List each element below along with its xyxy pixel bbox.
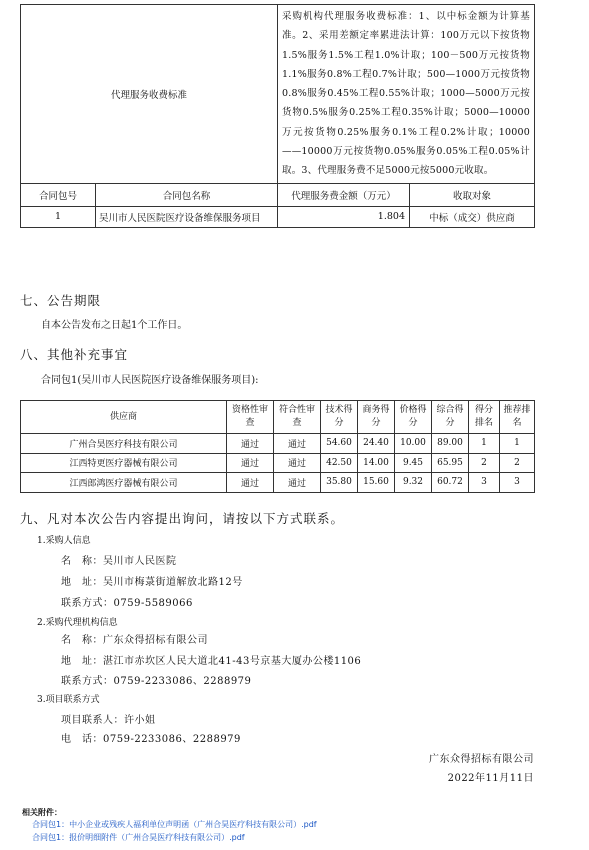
table-row [21,453,535,473]
header-package-name: 合同包名称 [96,183,278,206]
cell-total-score: 60.72 [432,473,469,493]
score-table-header [21,401,535,434]
cell-recommend-rank: 1 [500,434,535,454]
header-conformity: 符合性审查 [274,401,321,434]
cell-qualification: 通过 [227,473,274,493]
cell-qualification: 通过 [227,453,274,473]
table-row [21,434,535,454]
agency-fee-table [20,4,535,228]
table-row [21,473,535,493]
header-price-score: 价格得分 [395,401,432,434]
section8-package-line: 合同包1(吴川市人民医院医疗设备维保服务项目): [41,375,259,386]
header-business-score: 商务得分 [358,401,395,434]
purchaser-address: 地 址：吴川市梅菉街道解放北路12号 [61,577,243,588]
cell-conformity: 通过 [274,453,321,473]
agency-name: 名 称：广东众得招标有限公司 [61,635,208,646]
cell-score-rank: 3 [469,473,500,493]
purchaser-heading: 1.采购人信息 [37,536,91,546]
cell-fee-amount: 1.804 [278,206,410,227]
cell-business-score: 24.40 [358,434,395,454]
project-heading: 3.项目联系方式 [37,695,100,705]
section9-title: 九、凡对本次公告内容提出询问，请按以下方式联系。 [20,511,345,526]
fee-standard-label: 代理服务收费标准 [21,5,278,184]
cell-qualification: 通过 [227,434,274,454]
cell-recommend-rank: 3 [500,473,535,493]
attachments-title: 相关附件： [22,808,62,817]
header-total-score: 综合得分 [432,401,469,434]
header-score-rank: 得分排名 [469,401,500,434]
header-fee-amount: 代理服务费金额（万元） [278,183,410,206]
signature-org: 广东众得招标有限公司 [429,754,534,765]
section8-title: 八、其他补充事宜 [20,347,129,362]
cell-tech-score: 35.80 [321,473,358,493]
cell-tech-score: 42.50 [321,453,358,473]
agency-contact: 联系方式：0759-2233086、2288979 [61,676,252,687]
project-phone: 电 话：0759-2233086、2288979 [61,734,241,745]
cell-recommend-rank: 2 [500,453,535,473]
attachment-link-statement[interactable]: 合同包1：中小企业或残疾人福利单位声明函（广州合昊医疗科技有限公司）.pdf [32,820,317,829]
cell-total-score: 89.00 [432,434,469,454]
header-qualification: 资格性审查 [227,401,274,434]
agency-heading: 2.采购代理机构信息 [37,618,118,628]
cell-package-name: 吴川市人民医院医疗设备维保服务项目 [96,206,278,227]
cell-total-score: 65.95 [432,453,469,473]
cell-supplier: 江西特更医疗器械有限公司 [21,453,227,473]
cell-supplier: 江西郎鸿医疗器械有限公司 [21,473,227,493]
purchaser-name: 名 称：吴川市人民医院 [61,556,177,567]
header-tech-score: 技术得分 [321,401,358,434]
cell-conformity: 通过 [274,434,321,454]
header-fee-payer: 收取对象 [410,183,535,206]
cell-score-rank: 1 [469,434,500,454]
cell-price-score: 9.45 [395,453,432,473]
signature-date: 2022年11月11日 [447,773,534,784]
cell-business-score: 14.00 [358,453,395,473]
cell-supplier: 广州合昊医疗科技有限公司 [21,434,227,454]
attachment-link-quote-detail[interactable]: 合同包1：报价明细附件（广州合昊医疗科技有限公司）.pdf [32,833,245,842]
agency-address: 地 址：湛江市赤坎区人民大道北41-43号京基大厦办公楼1106 [61,656,362,667]
cell-price-score: 9.32 [395,473,432,493]
fee-table-row [21,206,535,227]
section7-text: 自本公告发布之日起1个工作日。 [41,320,188,331]
cell-business-score: 15.60 [358,473,395,493]
fee-table-header [21,183,535,206]
cell-conformity: 通过 [274,473,321,493]
header-supplier: 供应商 [21,401,227,434]
fee-standard-text: 采购机构代理服务收费标准：1、以中标金额为计算基准。2、采用差额定率累进法计算：100万元以下按货物1.5%服务1.5%工程1.0%计取；100－500万元按货物1.1%服务0.8%工程0.7%计取；500—1000万元按货物0.8%服务0.45%工程0.55%计取；1000—5000万元按货物0.5%服务0.25%工程0.35%计取；5000—10000万元按货物0.25%服务0.1%工程0.2%计取；10000——10000万元按货物0.05%服务0.05%工程0.05%计取。3、代理服务费不足5000元按5000元收取。 [278,5,535,184]
project-person: 项目联系人：许小姐 [61,715,156,726]
cell-fee-payer: 中标（成交）供应商 [410,206,535,227]
fee-standard-row [21,5,535,184]
purchaser-contact: 联系方式：0759-5589066 [61,598,193,609]
evaluation-score-table [20,400,535,493]
cell-score-rank: 2 [469,453,500,473]
header-recommend-rank: 推荐排名 [500,401,535,434]
section7-title: 七、公告期限 [20,293,102,308]
cell-package-no: 1 [21,206,96,227]
header-package-no: 合同包号 [21,183,96,206]
cell-tech-score: 54.60 [321,434,358,454]
cell-price-score: 10.00 [395,434,432,454]
